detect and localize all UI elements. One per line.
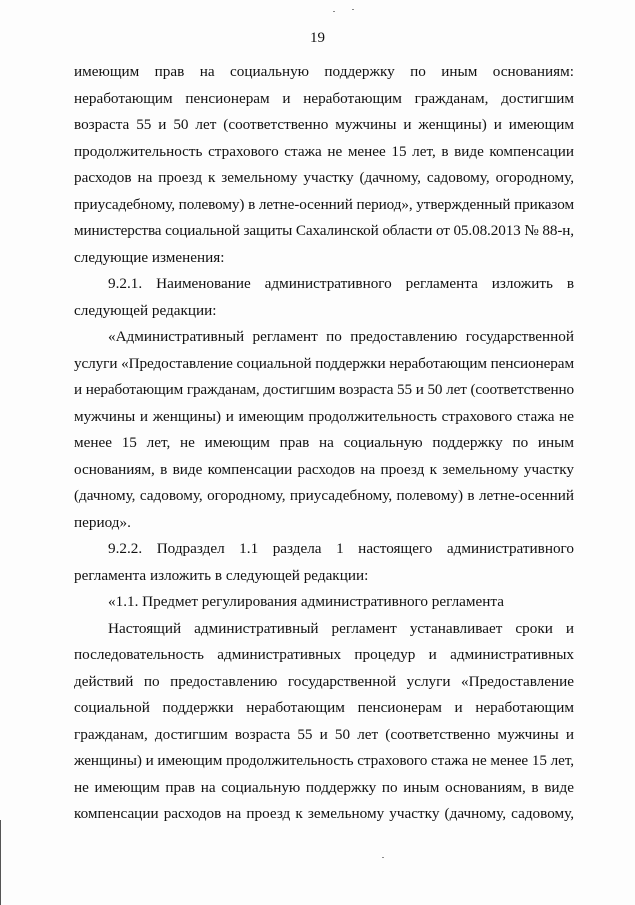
text-line: услуги «Предоставление социальной поддержки неработающим пенсионерам xyxy=(74,354,574,372)
scan-edge-mark xyxy=(0,820,1,905)
text-line: компенсации расходов на проезд к земельному участку (дачному, садовому, xyxy=(74,805,574,822)
page-number: 19 xyxy=(310,30,325,46)
text-line: мужчины и женщины) и имеющим продолжительность страхового стажа не xyxy=(74,407,574,425)
text-line: неработающим пенсионерам и неработающим гражданам, достигшим xyxy=(74,89,574,107)
text-line: следующей редакции: xyxy=(74,301,217,319)
text-line: последовательность административных процедур и административных xyxy=(74,646,574,663)
text-line: социальной поддержки неработающим пенсионерам и неработающим xyxy=(74,699,574,716)
text-line: регламента изложить в следующей редакции: xyxy=(74,566,369,584)
text-line: продолжительность страхового стажа не менее 15 лет, в виде компенсации xyxy=(74,142,574,160)
text-line: имеющим прав на социальную поддержку по иным основаниям: xyxy=(74,63,574,80)
text-line: следующие изменения: xyxy=(74,248,225,266)
text-line: «Административный регламент по предоставлению государственной xyxy=(108,328,574,345)
text-line: гражданам, достигшим возраста 55 и 50 лет (соответственно мужчины и xyxy=(74,725,574,743)
text-line: Настоящий административный регламент устанавливает сроки и xyxy=(108,619,574,637)
text-line: менее 15 лет, не имеющим прав на социальную поддержку по иным xyxy=(74,434,574,451)
text-line: и неработающим гражданам, достигшим возраста 55 и 50 лет (соответственно xyxy=(74,381,574,398)
body-text xyxy=(74,59,574,828)
text-line: действий по предоставлению государственной услуги «Предоставление xyxy=(74,672,574,690)
text-line: женщины) и имеющим продолжительность страхового стажа не менее 15 лет, xyxy=(74,752,574,769)
text-line: 9.2.1. Наименование административного регламента изложить в xyxy=(108,275,574,292)
scan-speck xyxy=(382,857,384,858)
text-line: расходов на проезд к земельному участку (дачному, садовому, огородному, xyxy=(74,169,574,186)
text-line: не имеющим прав на социальную поддержку по иным основаниям, в виде xyxy=(74,778,574,796)
text-line: основаниям, в виде компенсации расходов на проезд к земельному участку xyxy=(74,460,574,478)
text-line: «1.1. Предмет регулирования административного регламента xyxy=(108,593,504,610)
text-line: возраста 55 и 50 лет (соответственно мужчины и женщины) и имеющим xyxy=(74,116,574,133)
text-line: (дачному, садовому, огородному, приусадебному, полевому) в летне-осенний xyxy=(74,487,574,504)
text-line: министерства социальной защиты Сахалинской области от 05.08.2013 № 88-н, xyxy=(74,222,574,239)
text-line: 9.2.2. Подраздел 1.1 раздела 1 настоящего административного xyxy=(108,540,574,557)
text-line: приусадебному, полевому) в летне-осенний период», утвержденный приказом xyxy=(74,195,574,213)
scan-speck xyxy=(333,11,335,12)
scan-speck xyxy=(352,9,354,10)
text-line: период». xyxy=(74,513,131,531)
